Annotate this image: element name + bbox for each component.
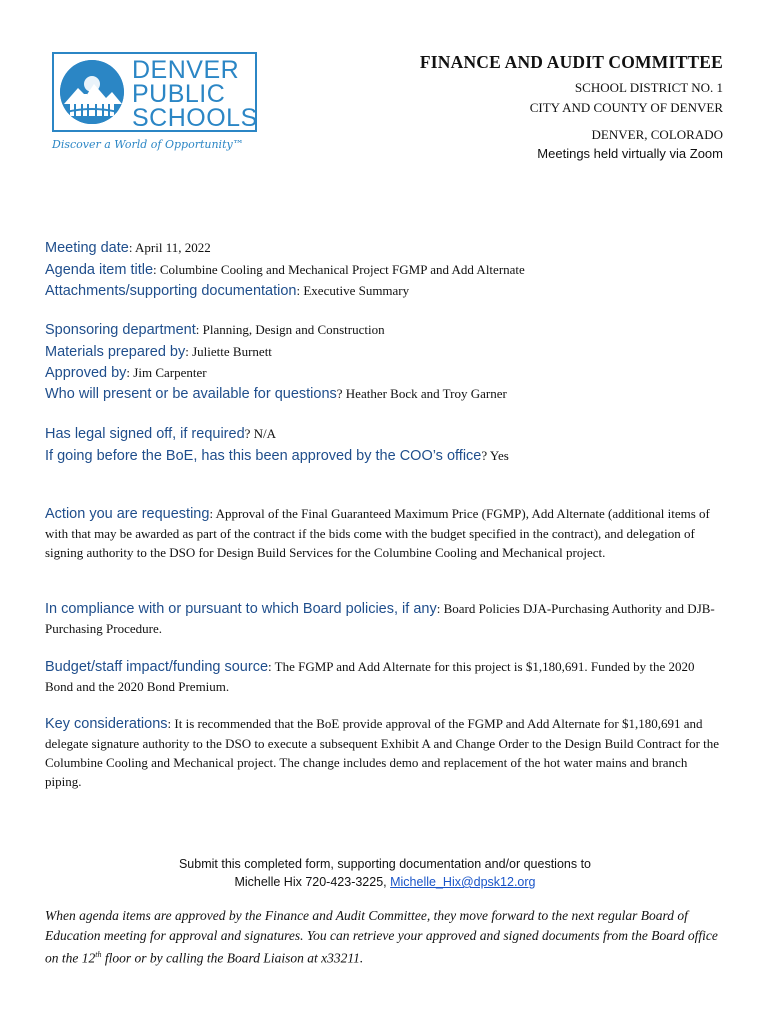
field-value: Approval of the Final Guaranteed Maximum Price (FGMP), Add Alternate (additional items of with that may be awarded as part of the contract if the bids come with the budget specified in the contract), and delegation of signing authority to the DSO for Design Build Services for the Columbine Cooling and Mechanical project. (45, 506, 710, 560)
field-label: In compliance with or pursuant to which Board policies, if any (45, 601, 437, 617)
field-value: April 11, 2022 (135, 240, 211, 255)
meeting-format-line: Meetings held virtually via Zoom (537, 146, 723, 161)
field-value: Board Policies DJA-Purchasing Authority and DJB-Purchasing Procedure. (45, 601, 715, 636)
committee-title: FINANCE AND AUDIT COMMITTEE (419, 52, 723, 72)
field-label: Has legal signed off, if required (45, 426, 245, 442)
field-label: Approved by (45, 365, 127, 381)
field-coo-approval: If going before the BoE, has this been approved by the COO’s office? Yes (45, 448, 509, 464)
field-value: Executive Summary (303, 283, 410, 298)
field-sponsoring-department: Sponsoring department: Planning, Design and Construction (45, 322, 385, 338)
field-label: Key considerations (45, 716, 168, 732)
footer-text-part2: floor or by calling the Board Liaison at x33211. (101, 950, 364, 966)
logo-text-denver: DENVER (132, 56, 240, 84)
field-value: Heather Bock and Troy Garner (345, 386, 507, 401)
district-line: SCHOOL DISTRICT NO. 1 (574, 80, 723, 95)
field-label: If going before the BoE, has this been approved by the COO’s office (45, 448, 482, 464)
footer-superscript: th (95, 950, 102, 959)
field-label: Materials prepared by (45, 344, 186, 360)
field-label: Meeting date (45, 240, 129, 256)
field-label: Agenda item title (45, 262, 154, 278)
footer-note (45, 906, 730, 968)
field-value: Jim Carpenter (133, 365, 207, 380)
field-legal-signoff: Has legal signed off, if required? N/A (45, 426, 277, 442)
field-label: Who will present or be available for questions (45, 386, 337, 402)
field-label: Action you are requesting (45, 506, 210, 522)
location-line: DENVER, COLORADO (591, 127, 723, 142)
field-meeting-date: Meeting date: April 11, 2022 (45, 240, 211, 256)
field-value: Columbine Cooling and Mechanical Project FGMP and Add Alternate (159, 262, 525, 277)
logo-text-public: PUBLIC (132, 80, 226, 108)
contact-email-link[interactable]: Michelle_Hix@dpsk12.org (390, 875, 536, 889)
logo-tagline: Discover a World of Opportunity™ (52, 138, 244, 151)
field-value: The FGMP and Add Alternate for this project is $1,180,691. Funded by the 2020 Bond and the 2020 Bond Premium. (45, 659, 695, 694)
dps-logo (52, 52, 257, 132)
logo-text-schools: SCHOOLS (132, 104, 258, 132)
footer-text-part1: When agenda items are approved by the Finance and Audit Committee, they move forward to the next regular Board of Education meeting for approval and signatures. You can retrieve your approved and signed documents from the Board office on the 12 (45, 908, 718, 966)
field-label: Budget/staff impact/funding source (45, 659, 269, 675)
field-value: Yes (489, 448, 509, 463)
field-value: N/A (253, 426, 277, 441)
field-materials-prepared: Materials prepared by: Juliette Burnett (45, 344, 272, 360)
field-budget-impact: Budget/staff impact/funding source: The FGMP and Add Alternate for this project is $1,180,691. Funded by the 2020 Bond and the 2020 Bond Premium. (45, 659, 695, 694)
city-county-line: CITY AND COUNTY OF DENVER (529, 100, 723, 115)
field-value: Juliette Burnett (192, 344, 272, 359)
mountain-skyline-icon (60, 60, 124, 124)
field-value: It is recommended that the BoE provide approval of the FGMP and Add Alternate for $1,180,691 and delegate signature authority to the DSO to execute a subsequent Exhibit A and Change Order to the Design Build Contract for the Columbine Cooling and Mechanical project. The change includes demo and replacement of the hot water mains and branch piping. (45, 716, 720, 789)
field-action-requested: Action you are requesting: Approval of the Final Guaranteed Maximum Price (FGMP), Add Alternate (additional items of with that may be awarded as part of the contract if the bids come with the budget specified in the contract), and delegation of signing authority to the DSO for Design Build Services for the Columbine Cooling and Mechanical project. (45, 506, 710, 560)
contact-name-phone: Michelle Hix 720-423-3225, (234, 875, 391, 889)
field-key-considerations: Key considerations: It is recommended that the BoE provide approval of the FGMP and Add Alternate for $1,180,691 and delegate signature authority to the DSO to execute a subsequent Exhibit A and Change Order to the Design Build Contract for the Columbine Cooling and Mechanical project. The change includes demo and replacement of the hot water mains and branch piping. (45, 716, 720, 789)
field-approved-by: Approved by: Jim Carpenter (45, 365, 207, 381)
submit-contact (0, 874, 770, 891)
field-agenda-item: Agenda item title: Columbine Cooling and Mechanical Project FGMP and Add Alternate (45, 262, 525, 278)
field-value: Planning, Design and Construction (202, 322, 385, 337)
field-label: Attachments/supporting documentation (45, 283, 297, 299)
submit-instructions: Submit this completed form, supporting documentation and/or questions to (178, 857, 592, 871)
field-label: Sponsoring department (45, 322, 196, 338)
field-board-policies: In compliance with or pursuant to which Board policies, if any: Board Policies DJA-Purchasing Authority and DJB-Purchasing Procedure. (45, 601, 715, 636)
field-attachments: Attachments/supporting documentation: Executive Summary (45, 283, 410, 299)
field-presenter: Who will present or be available for questions? Heather Bock and Troy Garner (45, 386, 507, 402)
